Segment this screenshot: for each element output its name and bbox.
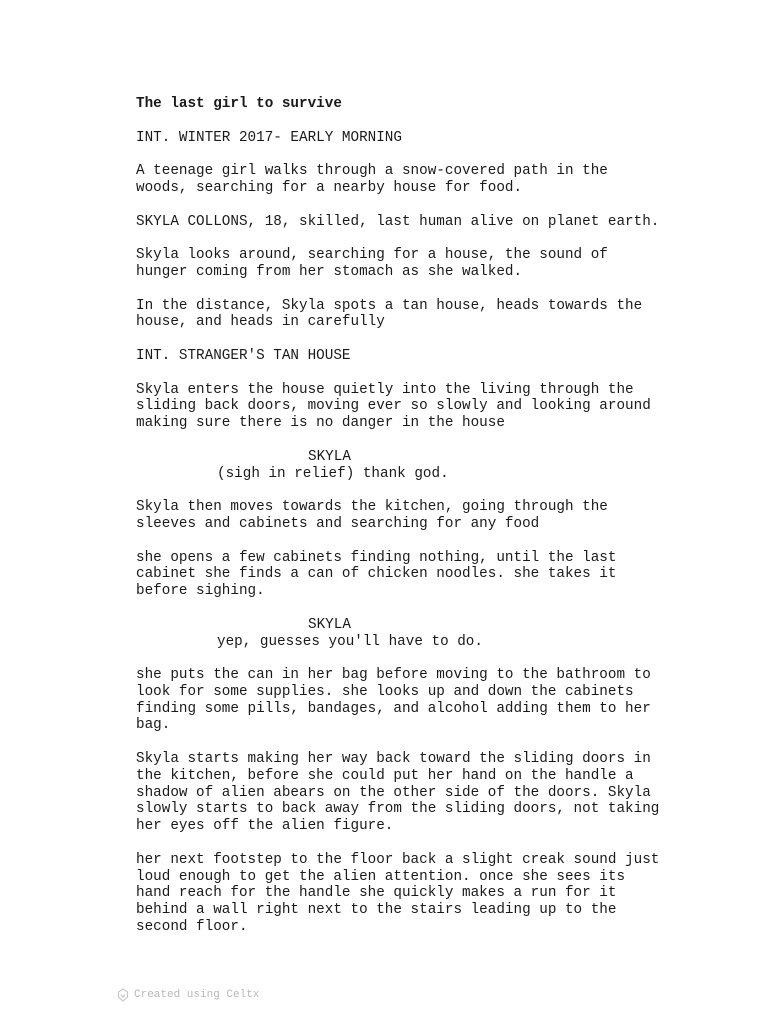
action-paragraph: A teenage girl walks through a snow-covered path in the woods, searching for a nearby house for food. — [136, 163, 608, 196]
dialogue-line: (sigh in relief) thank god. — [217, 465, 449, 482]
character-name: SKYLA — [308, 616, 351, 633]
action-paragraph: Skyla starts making her way back toward the sliding doors in the kitchen, before she could put her hand on the handle a shadow of alien abears on the other side of the doors. Skyla slowly starts to back away from the sliding doors, not taking her eyes off the alien figure. — [136, 751, 660, 835]
action-paragraph: Skyla then moves towards the kitchen, going through the sleeves and cabinets and searching for any food — [136, 499, 608, 532]
dialogue-block — [136, 449, 736, 483]
screenplay-blocks — [136, 130, 736, 936]
script-title: The last girl to survive — [136, 96, 342, 112]
dialogue-line: yep, guesses you'll have to do. — [217, 633, 483, 650]
action-paragraph: she opens a few cabinets finding nothing, until the last cabinet she finds a can of chicken noodles. she takes it before sighing. — [136, 549, 617, 600]
screenplay-body — [136, 96, 736, 953]
scene-heading: INT. STRANGER'S TAN HOUSE — [136, 347, 351, 364]
action-paragraph: Skyla looks around, searching for a house, the sound of hunger coming from her stomach as she walked. — [136, 247, 608, 280]
dialogue-block — [136, 617, 736, 651]
celtx-logo-icon — [117, 988, 129, 1002]
action-paragraph: SKYLA COLLONS, 18, skilled, last human alive on planet earth. — [136, 213, 660, 230]
scene-heading: INT. WINTER 2017- EARLY MORNING — [136, 129, 402, 146]
footer-text: Created using Celtx — [134, 989, 260, 1001]
action-paragraph: she puts the can in her bag before moving to the bathroom to look for some supplies. she looks up and down the cabinets finding some pills, bandages, and alcohol adding them to her bag. — [136, 667, 651, 734]
action-paragraph: Skyla enters the house quietly into the living through the sliding back doors, moving ever so slowly and looking around making sure there is no danger in the house — [136, 381, 651, 432]
character-name: SKYLA — [308, 448, 351, 465]
footer-credit — [117, 988, 259, 1002]
action-paragraph: In the distance, Skyla spots a tan house, heads towards the house, and heads in carefully — [136, 297, 643, 331]
action-paragraph: her next footstep to the floor back a slight creak sound just loud enough to get the alien attention. once she sees its hand reach for the handle she quickly makes a run for it behind a wall right next to the stairs leading up to the second floor. — [136, 851, 660, 936]
